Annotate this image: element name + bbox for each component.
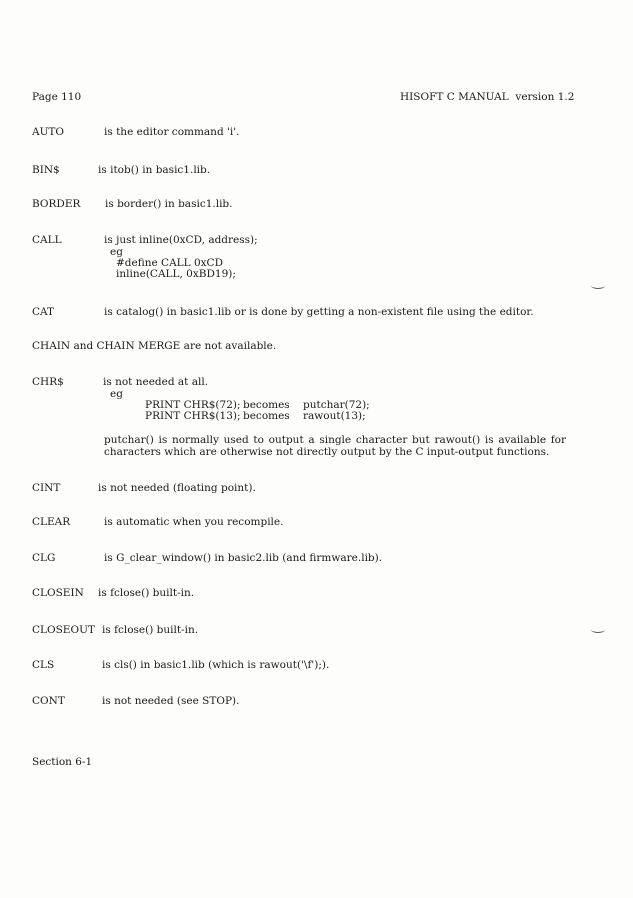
desc-bins: is itob() in basic1.lib. [98,164,211,176]
desc-clear: is automatic when you recompile. [104,516,284,528]
desc-cont: is not needed (see STOP). [102,695,240,707]
keyword-call: CALL [32,234,62,246]
keyword-closeout: CLOSEOUT [32,624,95,636]
page-number: Page 110 [32,91,82,103]
desc-call: is just inline(0xCD, address); [104,234,258,246]
chain-note: CHAIN and CHAIN MERGE are not available. [32,340,277,352]
chrs-eg-label: eg [110,388,123,400]
chrs-example-2-c: rawout(13); [303,410,366,422]
keyword-bins: BIN$ [32,164,60,176]
keyword-cat: CAT [32,306,55,318]
keyword-border: BORDER [32,198,81,210]
manual-title: HISOFT C MANUAL version 1.2 [400,91,575,103]
desc-auto: is the editor command 'i'. [104,126,240,138]
keyword-cint: CINT [32,482,61,494]
keyword-cont: CONT [32,695,65,707]
desc-chrs: is not needed at all. [103,376,209,388]
keyword-chrs: CHR$ [32,376,64,388]
keyword-clg: CLG [32,552,56,564]
desc-closeout: is fclose() built-in. [102,624,199,636]
chrs-note-paragraph: putchar() is normally used to output a single character but rawout() is available for characters which are otherwise not directly output by the C input-output functions. [104,434,566,458]
keyword-closein: CLOSEIN [32,587,84,599]
chrs-example-2-becomes: becomes [243,410,290,422]
call-eg-label: eg [110,246,123,258]
footer-section: Section 6-1 [32,756,93,768]
desc-clg: is G_clear_window() in basic2.lib (and firmware.lib). [104,552,383,564]
keyword-auto: AUTO [32,126,65,138]
desc-cat: is catalog() in basic1.lib or is done by getting a non-existent file using the editor. [104,306,534,318]
keyword-cls: CLS [32,659,55,671]
call-example-define: #define CALL 0xCD [116,257,224,269]
margin-mark-top [591,282,605,289]
keyword-clear: CLEAR [32,516,71,528]
chrs-example-1-c: putchar(72); [303,399,370,411]
chrs-example-1-basic: PRINT CHR$(72); [145,399,241,411]
chrs-example-2-basic: PRINT CHR$(13); [145,410,241,422]
desc-closein: is fclose() built-in. [98,587,195,599]
desc-cint: is not needed (floating point). [98,482,256,494]
desc-border: is border() in basic1.lib. [105,198,233,210]
margin-mark-bottom [591,626,605,633]
call-example-inline: inline(CALL, 0xBD19); [116,268,236,280]
desc-cls: is cls() in basic1.lib (which is rawout('\f');). [102,659,330,671]
chrs-example-1-becomes: becomes [243,399,290,411]
